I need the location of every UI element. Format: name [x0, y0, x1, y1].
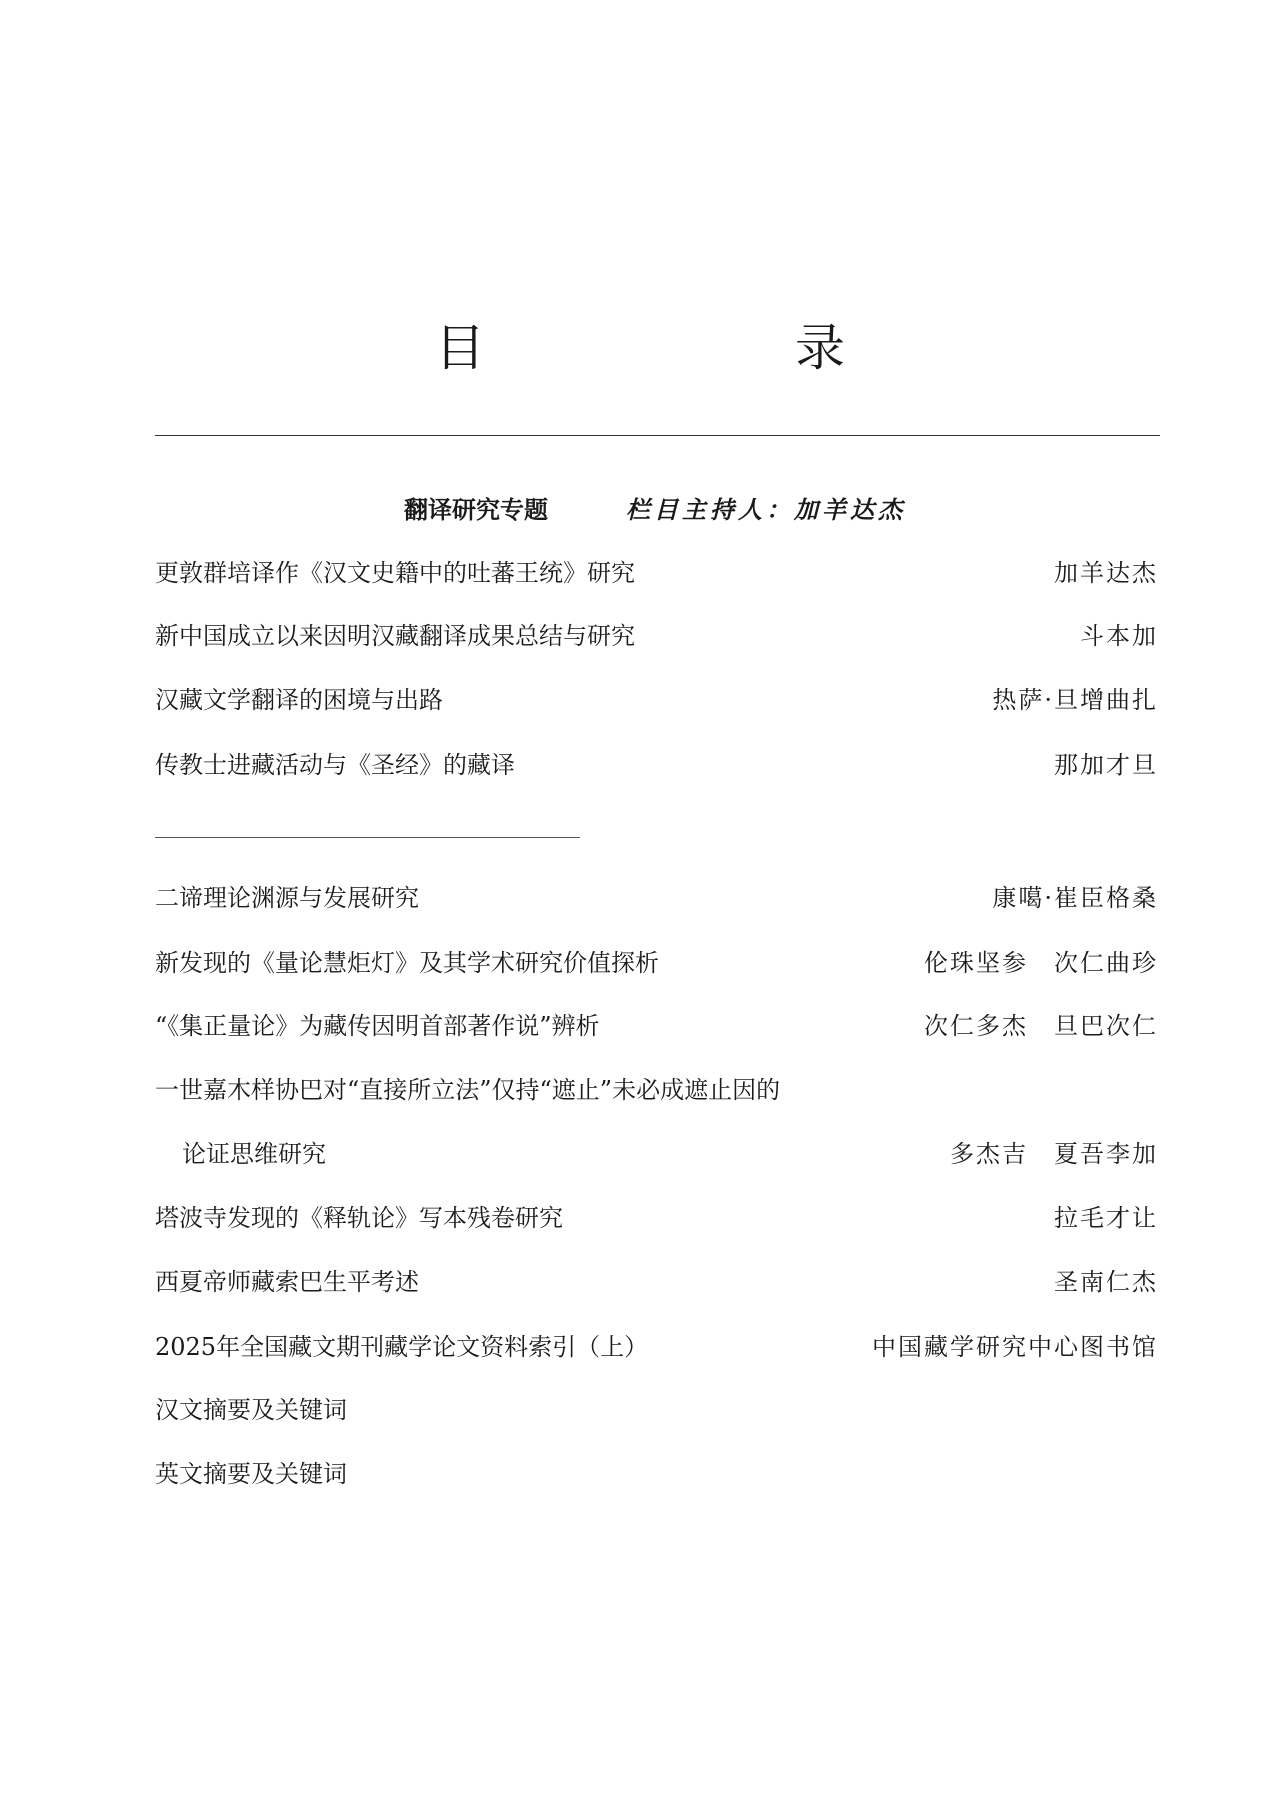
toc-entry[interactable]: [155, 878, 1158, 918]
section-topic: 翻译研究专题: [404, 496, 548, 524]
toc-entry[interactable]: [155, 680, 1158, 720]
article-title[interactable]: 新中国成立以来因明汉藏翻译成果总结与研究: [155, 622, 635, 650]
article-title[interactable]: 汉藏文学翻译的困境与出路: [155, 686, 443, 714]
toc-entry[interactable]: [155, 1390, 1158, 1430]
article-title[interactable]: 塔波寺发现的《释轨论》写本残卷研究: [155, 1204, 563, 1232]
article-author: 康噶·崔臣格桑: [992, 884, 1158, 912]
article-title[interactable]: 更敦群培译作《汉文史籍中的吐蕃王统》研究: [155, 559, 635, 587]
section-host: 栏目主持人：加羊达杰: [626, 495, 906, 524]
toc-entry[interactable]: [155, 1006, 1158, 1046]
article-author: 伦珠坚参 次仁曲珍: [924, 949, 1158, 977]
article-author: 那加才旦: [1054, 751, 1158, 779]
article-title[interactable]: 二谛理论渊源与发展研究: [155, 884, 419, 912]
toc-entry[interactable]: [155, 943, 1158, 983]
article-title[interactable]: 英文摘要及关键词: [155, 1460, 347, 1488]
article-title[interactable]: 一世嘉木样协巴对“直接所立法”仅持“遮止”未必成遮止因的: [155, 1076, 781, 1104]
article-author: 拉毛才让: [1054, 1204, 1158, 1232]
toc-entry[interactable]: [155, 553, 1158, 593]
article-author: 热萨·旦增曲扎: [992, 686, 1158, 714]
article-author: 斗本加: [1080, 622, 1158, 650]
toc-entry[interactable]: [155, 616, 1158, 656]
toc-entry[interactable]: [155, 1070, 1158, 1110]
article-title[interactable]: “《集正量论》为藏传因明首部著作说”辨析: [155, 1012, 600, 1040]
title-divider: [155, 435, 1160, 436]
toc-entry[interactable]: [155, 745, 1158, 785]
article-title[interactable]: 传教士进藏活动与《圣经》的藏译: [155, 751, 515, 779]
toc-entry[interactable]: [155, 1262, 1158, 1302]
toc-entry[interactable]: [155, 1454, 1158, 1494]
article-title[interactable]: 论证思维研究: [182, 1140, 326, 1168]
toc-entry[interactable]: [155, 1198, 1158, 1238]
article-author: 中国藏学研究中心图书馆: [872, 1333, 1158, 1361]
article-title[interactable]: 西夏帝师藏索巴生平考述: [155, 1268, 419, 1296]
section-header: [0, 492, 1280, 528]
toc-entry-continuation[interactable]: [155, 1134, 1158, 1174]
article-title[interactable]: 汉文摘要及关键词: [155, 1396, 347, 1424]
toc-entry[interactable]: [155, 1327, 1158, 1367]
article-author: 圣南仁杰: [1054, 1268, 1158, 1296]
article-author: 加羊达杰: [1054, 559, 1158, 587]
article-title[interactable]: 新发现的《量论慧炬灯》及其学术研究价值探析: [155, 949, 659, 977]
page-title: 目 录: [435, 319, 975, 377]
article-title[interactable]: 2025年全国藏文期刊藏学论文资料索引（上）: [155, 1333, 649, 1361]
article-author: 次仁多杰 旦巴次仁: [924, 1012, 1158, 1040]
section-divider: [155, 837, 580, 838]
article-author: 多杰吉 夏吾李加: [950, 1140, 1158, 1168]
